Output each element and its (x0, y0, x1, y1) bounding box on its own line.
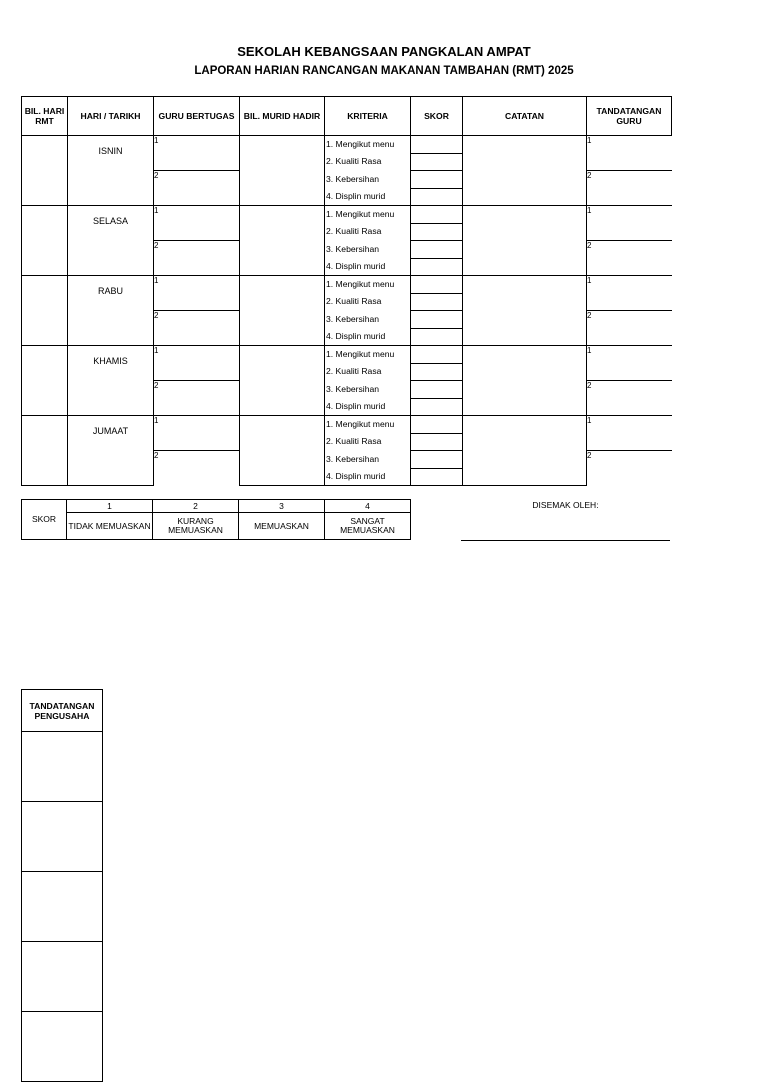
teacher-signature-slot[interactable] (587, 136, 672, 171)
criteria-cell (325, 153, 411, 171)
score-cell[interactable] (411, 206, 463, 224)
slot-number: 1 (154, 136, 159, 145)
teacher-signature-slot[interactable] (587, 171, 672, 206)
day-sub-row (22, 136, 672, 154)
bil-hari-cell[interactable] (22, 346, 68, 416)
criteria-label: 1. Mengikut menu (326, 209, 395, 219)
criteria-label: 4. Displin murid (326, 191, 386, 201)
day-label: SELASA (92, 216, 129, 226)
teacher-signature-slot[interactable] (587, 451, 672, 486)
slot-number: 2 (587, 171, 592, 180)
bil-hari-cell[interactable] (22, 206, 68, 276)
guru-bertugas-slot[interactable] (154, 276, 240, 311)
criteria-label: 4. Displin murid (326, 261, 386, 271)
slot-number: 1 (154, 346, 159, 355)
day-label: KHAMIS (93, 356, 128, 366)
slot-number: 2 (154, 381, 159, 390)
criteria-label: 1. Mengikut menu (326, 279, 395, 289)
teacher-signature-slot[interactable] (587, 311, 672, 346)
criteria-label: 3. Kebersihan (326, 383, 380, 394)
criteria-label: 2. Kualiti Rasa (326, 296, 382, 306)
criteria-label: 3. Kebersihan (326, 173, 380, 184)
criteria-label: 3. Kebersihan (326, 313, 380, 324)
day-sub-row (22, 416, 672, 434)
rmt-report-table (21, 96, 672, 486)
criteria-cell (325, 311, 411, 329)
school-title: SEKOLAH KEBANGSAAN PANGKALAN AMPAT (237, 44, 531, 59)
criteria-cell (325, 328, 411, 346)
day-cell (68, 276, 154, 346)
catatan-cell[interactable] (463, 136, 587, 206)
col-header-hari-tarikh: HARI / TARIKH (68, 97, 154, 136)
guru-bertugas-slot[interactable] (154, 416, 240, 451)
slot-number: 1 (154, 276, 159, 285)
guru-bertugas-slot[interactable] (154, 171, 240, 206)
slot-number: 2 (154, 241, 159, 250)
legend-description: MEMUASKAN (239, 513, 325, 540)
criteria-label: 4. Displin murid (326, 331, 386, 341)
criteria-label: 1. Mengikut menu (326, 419, 395, 429)
slot-number: 2 (154, 171, 159, 180)
criteria-cell (325, 276, 411, 294)
guru-bertugas-slot[interactable] (154, 451, 240, 486)
guru-bertugas-slot[interactable] (154, 241, 240, 276)
criteria-label: 4. Displin murid (326, 471, 386, 481)
criteria-cell (325, 468, 411, 486)
score-cell[interactable] (411, 136, 463, 154)
criteria-label: 3. Kebersihan (326, 453, 380, 464)
score-cell[interactable] (411, 416, 463, 434)
catatan-cell[interactable] (463, 346, 587, 416)
col-header-guru-bertugas: GURU BERTUGAS (154, 97, 240, 136)
contractor-signature-table (21, 689, 103, 1082)
teacher-signature-slot[interactable] (587, 276, 672, 311)
score-cell[interactable] (411, 346, 463, 364)
catatan-cell[interactable] (463, 416, 587, 486)
slot-number: 2 (587, 241, 592, 250)
score-cell[interactable] (411, 398, 463, 416)
teacher-signature-slot[interactable] (587, 381, 672, 416)
col-header-kriteria: KRITERIA (325, 97, 411, 136)
score-cell[interactable] (411, 293, 463, 311)
col-header-tandatangan-guru: TANDATANGAN GURU (587, 97, 672, 136)
contractor-signature-box[interactable] (22, 1012, 103, 1082)
slot-number: 1 (587, 416, 592, 425)
criteria-cell (325, 188, 411, 206)
slot-number: 1 (154, 416, 159, 425)
slot-number: 1 (587, 346, 592, 355)
guru-bertugas-slot[interactable] (154, 136, 240, 171)
score-cell[interactable] (411, 363, 463, 381)
slot-number: 1 (587, 136, 592, 145)
contractor-signature-header: TANDATANGAN PENGUSAHA (22, 690, 103, 732)
slot-number: 2 (154, 311, 159, 320)
bil-hari-cell[interactable] (22, 276, 68, 346)
guru-bertugas-slot[interactable] (154, 346, 240, 381)
score-cell[interactable] (411, 311, 463, 329)
bil-hari-cell[interactable] (22, 416, 68, 486)
legend-description: TIDAK MEMUASKAN (67, 513, 153, 540)
bil-murid-cell[interactable] (240, 346, 325, 416)
criteria-label: 1. Mengikut menu (326, 139, 395, 149)
score-cell[interactable] (411, 451, 463, 469)
catatan-cell[interactable] (463, 276, 587, 346)
day-cell (68, 346, 154, 416)
guru-bertugas-slot[interactable] (154, 206, 240, 241)
criteria-label: 4. Displin murid (326, 401, 386, 411)
slot-number: 1 (587, 206, 592, 215)
criteria-cell (325, 241, 411, 259)
criteria-cell (325, 416, 411, 434)
legend-number: 4 (325, 500, 411, 513)
criteria-cell (325, 433, 411, 451)
score-cell[interactable] (411, 258, 463, 276)
contractor-signature-box[interactable] (22, 942, 103, 1012)
score-cell[interactable] (411, 276, 463, 294)
guru-bertugas-slot[interactable] (154, 311, 240, 346)
score-cell[interactable] (411, 171, 463, 189)
criteria-label: 2. Kualiti Rasa (326, 366, 382, 376)
legend-number: 3 (239, 500, 325, 513)
col-header-bil-murid: BIL. MURID HADIR (240, 97, 325, 136)
slot-number: 1 (587, 276, 592, 285)
col-header-bil-hari: BIL. HARI RMT (22, 97, 68, 136)
criteria-label: 2. Kualiti Rasa (326, 436, 382, 446)
day-cell (68, 206, 154, 276)
legend-description: KURANG MEMUASKAN (153, 513, 239, 540)
criteria-label: 1. Mengikut menu (326, 349, 395, 359)
criteria-cell (325, 381, 411, 399)
day-cell (68, 136, 154, 206)
col-header-catatan: CATATAN (463, 97, 587, 136)
teacher-signature-slot[interactable] (587, 206, 672, 241)
bil-murid-cell[interactable] (240, 206, 325, 276)
catatan-cell[interactable] (463, 206, 587, 276)
day-sub-row (22, 346, 672, 364)
slot-number: 1 (154, 206, 159, 215)
day-label: RABU (97, 286, 123, 296)
criteria-label: 2. Kualiti Rasa (326, 156, 382, 166)
contractor-signature-box[interactable] (22, 872, 103, 942)
guru-bertugas-slot[interactable] (154, 381, 240, 416)
criteria-cell (325, 171, 411, 189)
report-title: LAPORAN HARIAN RANCANGAN MAKANAN TAMBAHAN (RMT) 2025 (194, 65, 574, 77)
criteria-label: 2. Kualiti Rasa (326, 226, 382, 236)
score-cell[interactable] (411, 468, 463, 486)
bil-murid-cell[interactable] (240, 416, 325, 486)
slot-number: 2 (587, 311, 592, 320)
day-cell (68, 416, 154, 486)
legend-number: 1 (67, 500, 153, 513)
contractor-signature-box[interactable] (22, 802, 103, 872)
score-cell[interactable] (411, 223, 463, 241)
col-header-skor: SKOR (411, 97, 463, 136)
score-legend (21, 499, 411, 540)
legend-number: 2 (153, 500, 239, 513)
score-cell[interactable] (411, 328, 463, 346)
legend-description: SANGAT MEMUASKAN (325, 513, 411, 540)
criteria-cell (325, 363, 411, 381)
day-label: ISNIN (98, 146, 123, 156)
criteria-cell (325, 206, 411, 224)
day-label: JUMAAT (92, 426, 129, 436)
bil-murid-cell[interactable] (240, 276, 325, 346)
day-sub-row (22, 276, 672, 294)
contractor-signature-box[interactable] (22, 732, 103, 802)
criteria-cell (325, 223, 411, 241)
legend-label: SKOR (22, 500, 67, 540)
bil-murid-cell[interactable] (240, 136, 325, 206)
score-cell[interactable] (411, 381, 463, 399)
score-cell[interactable] (411, 433, 463, 451)
teacher-signature-slot[interactable] (587, 241, 672, 276)
criteria-cell (325, 258, 411, 276)
criteria-cell (325, 136, 411, 154)
slot-number: 2 (587, 381, 592, 390)
score-cell[interactable] (411, 241, 463, 259)
table-header-row (22, 97, 672, 136)
criteria-cell (325, 293, 411, 311)
score-cell[interactable] (411, 153, 463, 171)
bil-hari-cell[interactable] (22, 136, 68, 206)
teacher-signature-slot[interactable] (587, 416, 672, 451)
criteria-cell (325, 398, 411, 416)
criteria-label: 3. Kebersihan (326, 243, 380, 254)
criteria-cell (325, 346, 411, 364)
slot-number: 2 (154, 451, 159, 460)
criteria-cell (325, 451, 411, 469)
score-cell[interactable] (411, 188, 463, 206)
day-sub-row (22, 206, 672, 224)
teacher-signature-slot[interactable] (587, 346, 672, 381)
reviewed-by-label: DISEMAK OLEH: (532, 500, 599, 510)
reviewer-signature-line[interactable] (461, 540, 670, 541)
slot-number: 2 (587, 451, 592, 460)
